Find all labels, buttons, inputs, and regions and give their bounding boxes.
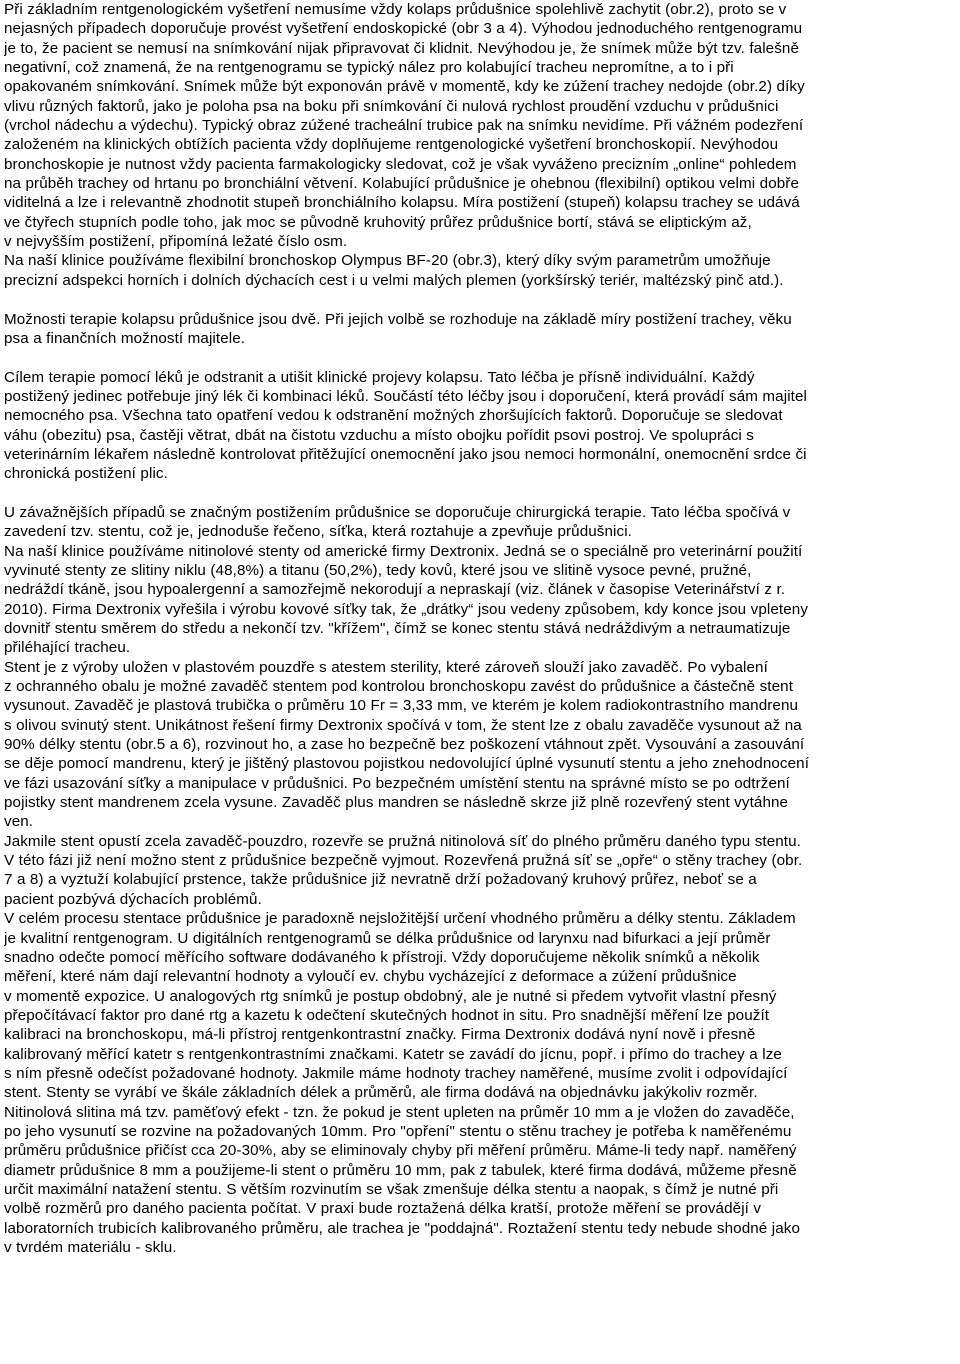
text-line: Na naší klinice používáme nitinolové stenty od americké firmy Dextronix. Jedná se o speciálně pro veterinární použití bbox=[4, 542, 803, 560]
text-line: nedráždí tkáně, jsou hypoalergenní a samozřejmě nekorodují a nepraskají (viz. článek v časopise Veterinářství z r. bbox=[4, 581, 786, 599]
text-line: U závažnějších případů se značným postižením průdušnice se doporučuje chirurgická terapie. Tato léčba spočívá v bbox=[4, 503, 791, 521]
text-line: určit maximální natažení stentu. S větším rozvinutím se však zmenšuje délka stentu a naopak, s čímž je nutné při bbox=[4, 1180, 779, 1198]
text-line: je kvalitní rentgenogram. U digitálních rentgenogramů se délka průdušnice od larynxu nad bifurkaci a její průměr bbox=[4, 929, 771, 947]
text-line: 7 a 8) a vyztuží kolabující prstence, takže průdušnice již nevratně drží požadovaný kruhový průřez, neboť se a bbox=[4, 871, 757, 889]
text-line: po jeho vysunutí se rozvine na požadovaných 10mm. Pro "opření" stentu o stěnu trachey je potřeba k naměřenému bbox=[4, 1122, 792, 1140]
text-line: opakovaném snímkování. Snímek může být exponován právě v momentě, kdy ke zúžení trachey nedojde (obr.2) díky bbox=[4, 78, 805, 96]
text-line: v momentě expozice. U analogových rtg snímků je postup obdobný, ale je nutné si předem vytvořit vlastní přesný bbox=[4, 987, 777, 1005]
paragraph bbox=[4, 310, 954, 349]
paragraph-gap bbox=[4, 348, 954, 367]
text-line: Při základním rentgenologickém vyšetření nemusíme vždy kolaps průdušnice spolehlivě zachytit (obr.2), proto se v bbox=[4, 1, 787, 18]
text-line: vysunout. Zavaděč je plastová trubička o průměru 10 Fr = 3,33 mm, ve kterém je kolem radiokontrastního mandrenu bbox=[4, 697, 799, 715]
text-line: kalibrovaný měřící katetr s rentgenkontrastními značkami. Katetr se zavádí do jícnu, popř. i přímo do trachey a lze bbox=[4, 1045, 782, 1063]
text-line: na průběh trachey od hrtanu po bronchiální větvení. Kolabující průdušnice je ohebnou (flexibilní) optikou velmi dobře bbox=[4, 175, 799, 193]
text-line: V této fázi již není možno stent z průdušnice bezpečně vyjmout. Rozevřená pružná síť se „opře“ o stěny trachey (obr. bbox=[4, 852, 803, 870]
text-line: pojistky stent mandrenem zcela vysune. Zavaděč plus mandren se následně skrze již plně rozevřený stent vytáhne bbox=[4, 794, 789, 812]
text-line: nemocného psa. Všechna tato opatření vedou k odstranění možných zhoršujících faktorů. Doporučuje se sledovat bbox=[4, 407, 783, 425]
text-line: viditelná a lze i relevantně zhodnotit stupeň bronchiálního kolapsu. Míra postižení (stupeň) kolapsu trachey se udává bbox=[4, 194, 800, 212]
text-line: psa a finančních možností majitele. bbox=[4, 329, 246, 347]
paragraph-gap bbox=[4, 484, 954, 503]
text-line: Stent je z výroby uložen v plastovém pouzdře s atestem sterility, které zároveň slouží jako zavaděč. Po vybalení bbox=[4, 658, 768, 676]
text-line: 2010). Firma Dextronix vyřešila i výrobu kovové síťky tak, že „drátky“ jsou vedeny způsobem, kdy konce jsou vpleteny bbox=[4, 600, 809, 618]
text-line: průměru průdušnice přičíst cca 20-30%, aby se eliminovaly chyby při měření průměru. Máme-li tedy např. naměřený bbox=[4, 1142, 797, 1160]
text-line: založeném na klinických obtížích pacienta vždy doplňujeme rentgenologické vyšetření bronchoskopií. Nevýhodou bbox=[4, 136, 779, 154]
text-line: chronická postižení plic. bbox=[4, 465, 168, 483]
text-line: (vrchol nádechu a výdechu). Typický obraz zúžené tracheální trubice pak na snímku nevidíme. Při vážném podezření bbox=[4, 117, 804, 135]
text-line: nejasných případech doporučuje provést vyšetření endoskopické (obr 3 a 4). Výhodou jednoduchého rentgenogramu bbox=[4, 20, 803, 38]
text-line: se děje pomocí mandrenu, který je jištěný plastovou pojistkou nedovolující úplné vysunutí stentu a jeho znehodnocení bbox=[4, 755, 810, 773]
text-line: laboratorních trubicích kalibrovaného průměru, ale trachea je "poddajná". Roztažení stentu tedy nebude shodné jako bbox=[4, 1219, 801, 1237]
text-line: dovnitř stentu směrem do středu a nekončí tzv. "křížem", čímž se konec stentu stává nedráždivým a netraumatizuje bbox=[4, 620, 791, 637]
text-line: volbě rozměrů pro daného pacienta počítat. V praxi bude roztažená délka kratší, protože měření se provádějí v bbox=[4, 1200, 762, 1218]
paragraph-gap bbox=[4, 290, 954, 309]
text-line: Možnosti terapie kolapsu průdušnice jsou dvě. Při jejich volbě se rozhoduje na základě míry postižení trachey, věku bbox=[4, 310, 792, 328]
text-line: Na naší klinice používáme flexibilní bronchoskop Olympus BF-20 (obr.3), který díky svým parametrům umožňuje bbox=[4, 252, 771, 270]
text-line: zavedení tzv. stentu, což je, jednoduše řečeno, síťka, která roztahuje a zpevňuje průdušnici. bbox=[4, 523, 632, 541]
text-line: s olivou svinutý stent. Unikátnost řešení firmy Dextronix spočívá v tom, že stent lze z obalu zavaděče vysunout až na bbox=[4, 716, 802, 734]
text-line: z ochranného obalu je možné zavaděč stentem pod kontrolou bronchoskopu zavést do průdušnice a částečně stent bbox=[4, 678, 794, 696]
text-line: diametr průdušnice 8 mm a použijeme-li stent o průměru 10 mm, pak z tabulek, které firma dodává, můžeme přesně bbox=[4, 1161, 797, 1179]
text-line: s ním přesně odečíst požadované hodnoty. Jakmile máme hodnoty trachey naměřené, musíme zvolit i odpovídající bbox=[4, 1064, 788, 1082]
text-line: Cílem terapie pomocí léků je odstranit a utišit klinické projevy kolapsu. Tato léčba je přísně individuální. Každý bbox=[4, 368, 755, 386]
text-line: ven. bbox=[4, 813, 34, 831]
text-line: 90% délky stentu (obr.5 a 6), rozvinout ho, a zase ho bezpečně bez poškození vtáhnout zpět. Vysouvání a zasouvání bbox=[4, 736, 805, 754]
text-line: přiléhající tracheu. bbox=[4, 639, 131, 657]
text-line: negativní, což znamená, že na rentgenogramu se typický nález pro kolabující tracheu nepromítne, a to i při bbox=[4, 59, 734, 77]
text-line: stent. Stenty se vyrábí ve škále základních délek a průměrů, ale firma dodává na objednávku jakýkoliv rozměr. bbox=[4, 1084, 758, 1102]
paragraph bbox=[4, 0, 954, 290]
text-line: V celém procesu stentace průdušnice je paradoxně nejsložitější určení vhodného průměru a délky stentu. Základem bbox=[4, 910, 796, 928]
text-line: váhu (obezitu) psa, častěji větrat, dbát na čistotu vzduchu a místo obojku pořídit psovi postroj. Ve spolupráci s bbox=[4, 426, 754, 444]
text-line: vlivu různých faktorů, jako je poloha psa na boku při snímkování či nulová rychlost proudění vzduchu v průdušnici bbox=[4, 97, 779, 115]
text-line: pacient pozbývá dýchacích problémů. bbox=[4, 890, 262, 908]
text-line: postižený jedinec potřebuje jiný lék či kombinaci léků. Součástí této léčby jsou i doporučení, která provádí sám majitel bbox=[4, 387, 808, 405]
text-line: Jakmile stent opustí zcela zavaděč-pouzdro, rozevře se pružná nitinolová síť do plného průměru daného typu stentu. bbox=[4, 832, 801, 850]
text-line: v nejvyšším postižení, připomíná ležaté číslo osm. bbox=[4, 233, 348, 251]
text-line: precizní adspekci horních i dolních dýchacích cest i u velmi malých plemen (yorkšírský teriér, maltézský pinč atd.). bbox=[4, 271, 784, 289]
text-line: bronchoskopie je nutnost vždy pacienta farmakologicky sledovat, což je však vyváženo precizním „online“ pohledem bbox=[4, 155, 797, 173]
text-line: ve čtyřech stupních podle toho, jak moc se původně kruhovitý průřez průdušnice bortí, stává se eliptickým až, bbox=[4, 213, 752, 231]
text-line: Nitinolová slitina má tzv. paměťový efekt - tzn. že pokud je stent upleten na průměr 10 mm a je vložen do zavaděče, bbox=[4, 1103, 795, 1121]
text-line: veterinárním lékařem následně kontrolovat přitěžující onemocnění jako jsou nemoci hormonální, onemocnění srdce či bbox=[4, 445, 807, 463]
paragraph bbox=[4, 368, 954, 484]
text-line: je to, že pacient se nemusí na snímkování nijak připravovat či klidnit. Nevýhodou je, že snímek může být tzv. falešně bbox=[4, 39, 800, 57]
text-line: snadno odečte pomocí měřícího software dodávaného k přístroji. Vždy doporučujeme několik snímků a několik bbox=[4, 948, 760, 966]
paragraph bbox=[4, 503, 954, 1257]
text-line: v tvrdém materiálu - sklu. bbox=[4, 1239, 177, 1256]
text-line: přepočítávací faktor pro dané rtg a kazetu k odečtení skutečných hodnot in situ. Pro snadnější měření lze použít bbox=[4, 1006, 770, 1024]
text-line: měření, které nám dají relevantní hodnoty a vyloučí ev. chybu vycházející z deformace a zúžení průdušnice bbox=[4, 968, 737, 986]
text-line: ve fázi usazování síťky a manipulace v průdušnici. Po bezpečném umístění stentu na správné místo se po odtržení bbox=[4, 774, 790, 792]
text-line: vyvinuté stenty ze slitiny niklu (48,8%) a titanu (50,2%), tedy kovů, které jsou ve slitině vysoce pevné, pružné, bbox=[4, 561, 752, 579]
text-line: kalibraci na bronchoskopu, má-li přístroj rentgenkontrastní značky. Firma Dextronix dodává nyní nově i přesně bbox=[4, 1026, 756, 1044]
